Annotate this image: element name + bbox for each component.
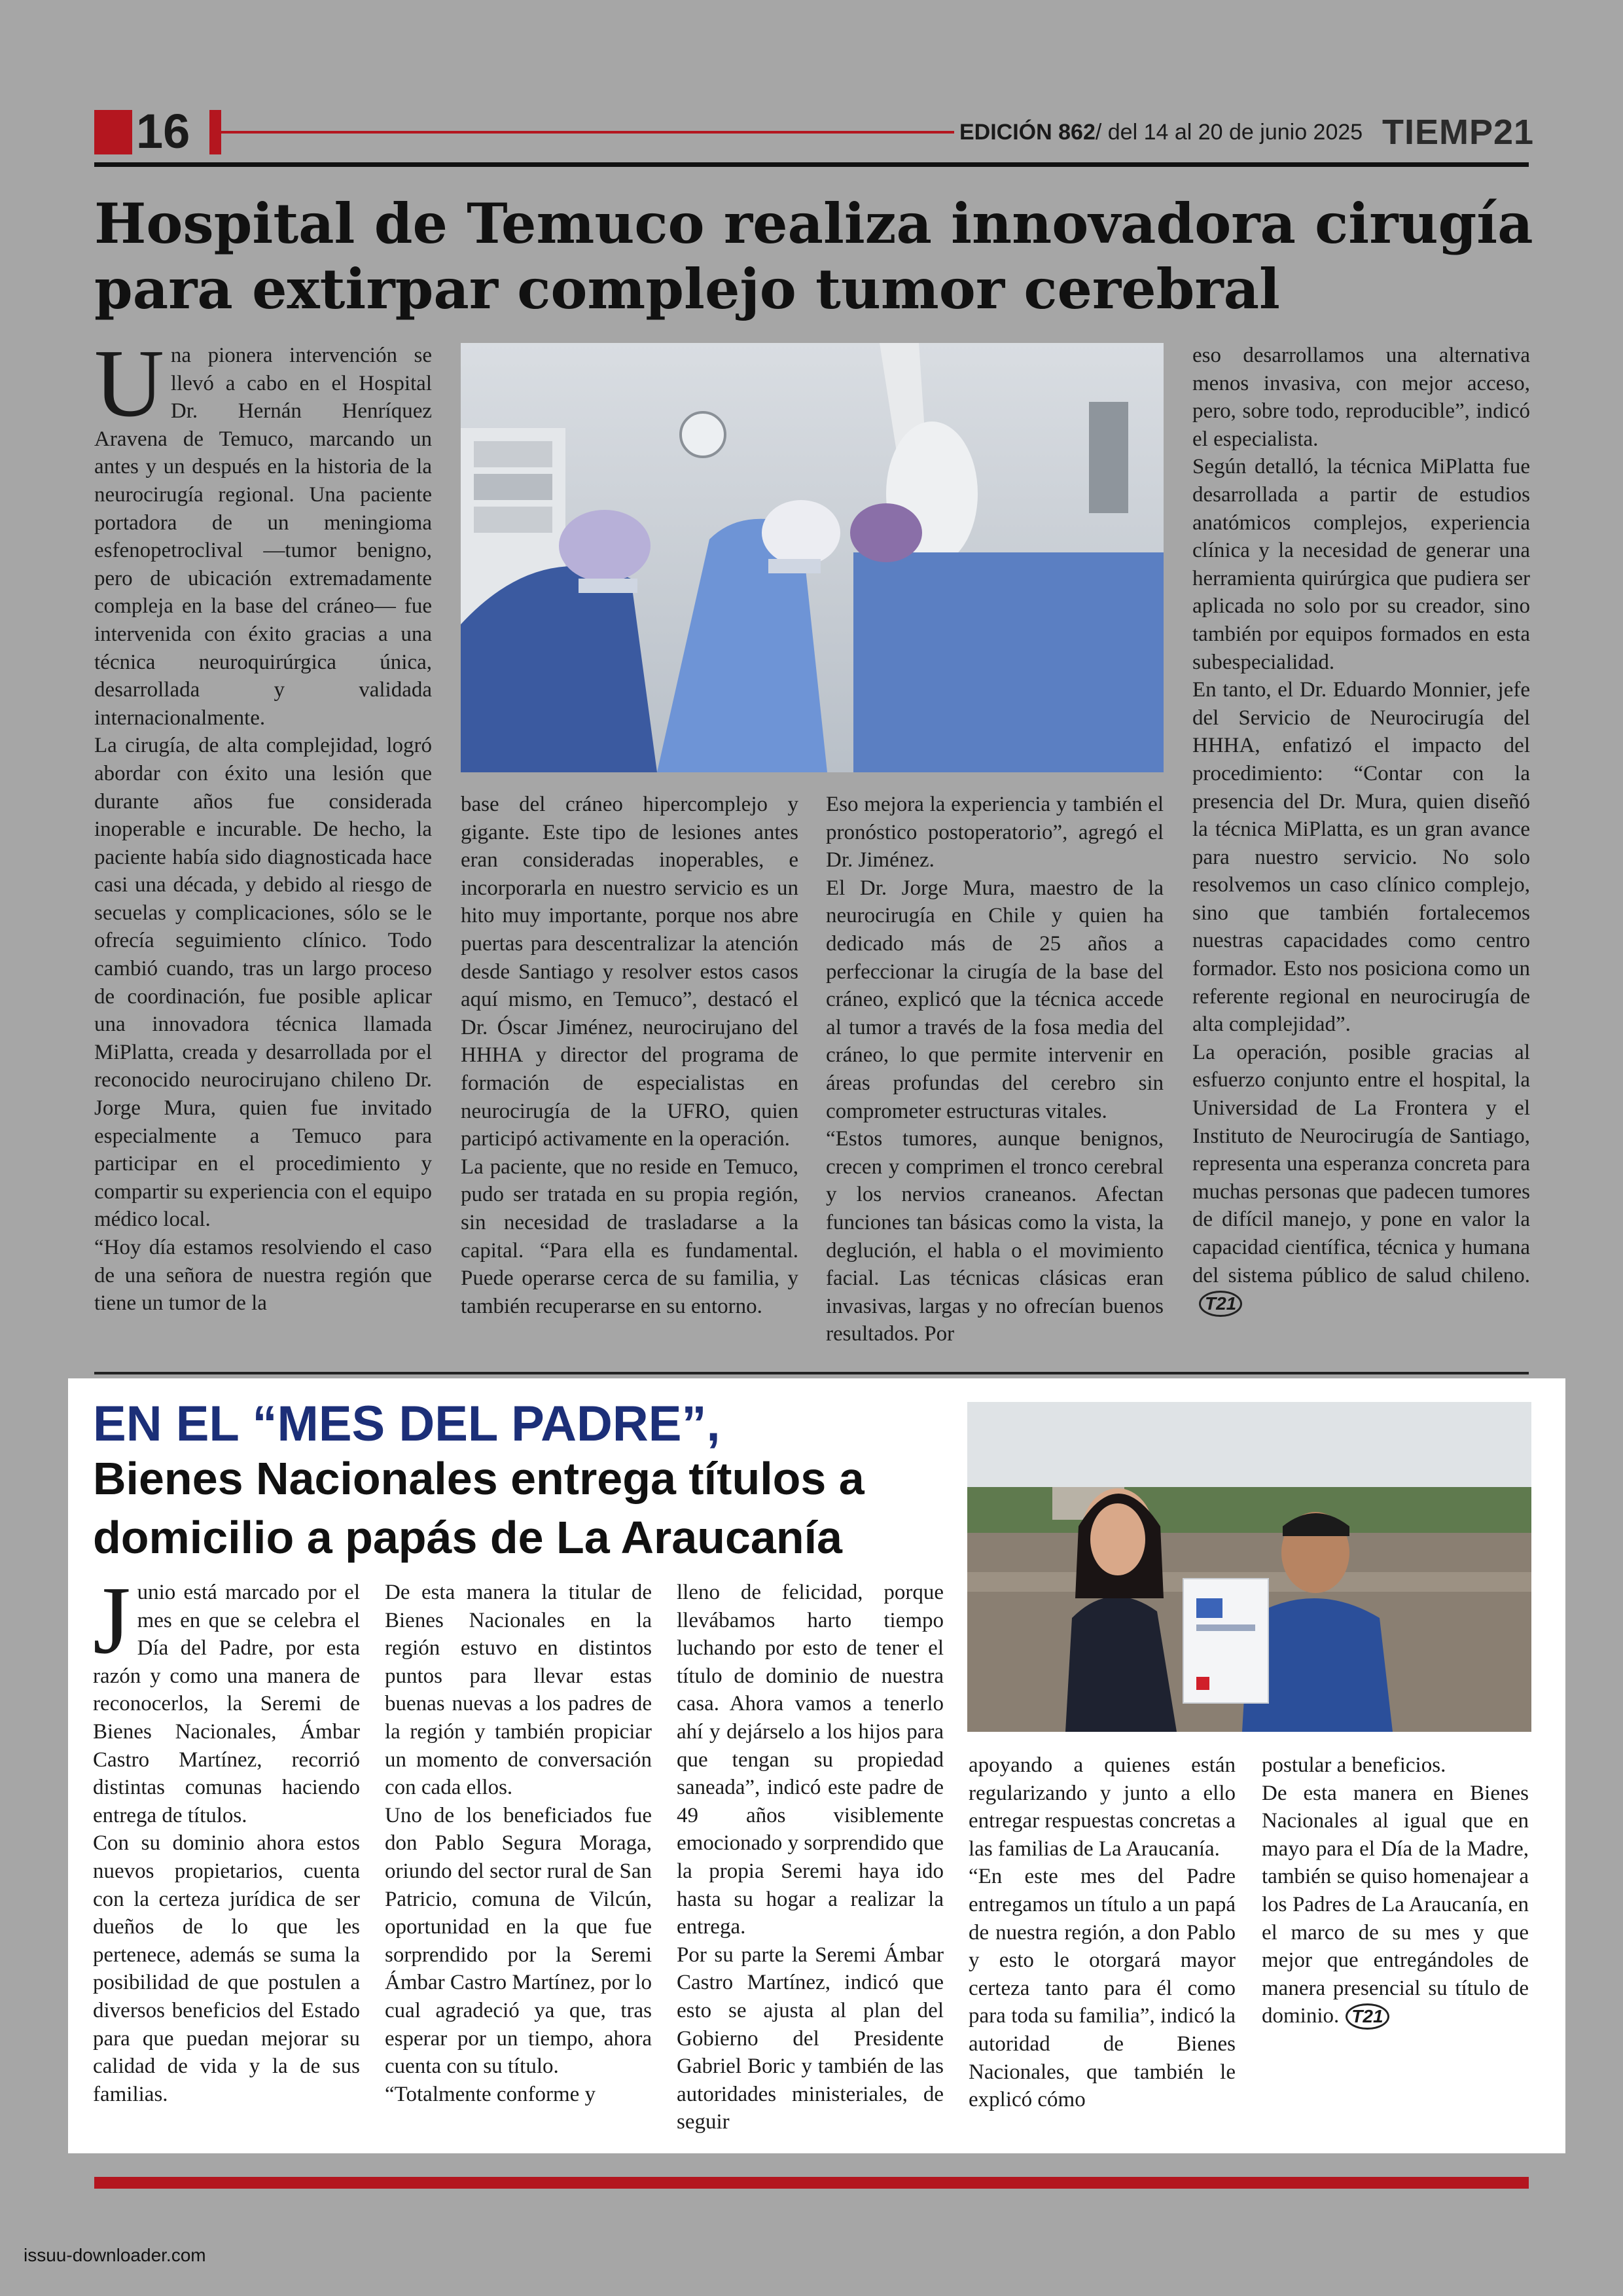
article2-paragraph: Por su parte la Seremi Ámbar Castro Martínez, indicó que esto se ajusta al plan del Gobierno del Presidente Gabriel Boric y también de las autoridades ministeriales, de seguir: [677, 1943, 944, 2134]
surgery-photo: [461, 343, 1164, 772]
article-end-mark: T21: [1346, 2003, 1389, 2030]
article2-paragraph: [1262, 1780, 1529, 2030]
page-number-marker: [94, 110, 132, 154]
edition-label: EDICIÓN 862: [959, 120, 1096, 145]
article1-paragraph: base del cráneo hipercomplejo y gigante. Este tipo de lesiones antes eran consideradas inoperables, e incorporarla en nuestro servicio es un hito muy importante, porque nos abre puertas para descentralizar la atención desde Santiago y resolver estos casos aquí mismo, en Temuco”, destacó el Dr. Óscar Jiménez, neurocirujano del HHHA y director del programa de formación de especialistas en neurocirugía de la UFRO, quien participó activamente en la operación.: [461, 793, 798, 1151]
header-bottom-rule: [94, 162, 1529, 167]
article2-paragraph: Con su dominio ahora estos nuevos propietarios, cuenta con la certeza jurídica de ser dueños de lo que les pertenece, además se suma la posibilidad de que postulen a diversos beneficios del Estado para que puedan mejorar su calidad de vida y la de sus familias.: [93, 1831, 360, 2106]
article2-column-4: [969, 1751, 1236, 2114]
header-rule: [221, 131, 954, 134]
title-delivery-photo: [967, 1402, 1531, 1732]
article2-headline: Bienes Nacionales entrega títulos a domicilio a papás de La Araucanía: [93, 1453, 865, 1563]
article2-column-3: [677, 1579, 944, 2136]
article-divider: [94, 1372, 1529, 1374]
header-accent-bar: [209, 110, 221, 154]
article1-paragraph: Eso mejora la experiencia y también el pronóstico postoperatorio”, agregó el Dr. Jiménez.: [826, 793, 1164, 872]
article2-column-1: [93, 1567, 360, 2108]
article-end-mark: T21: [1199, 1291, 1242, 1317]
article1-paragraph: La cirugía, de alta complejidad, logró abordar con éxito una lesión que durante años fue considerada inoperable e incurable. De hecho, la paciente había sido diagnosticada hace casi una década, y debido al riesgo de secuelas y complicaciones, sólo se le ofrecía seguimiento clínico. Todo cambió cuando, tras un largo proceso de coordinación, fue posible aplicar una innovadora técnica llamada MiPlatta, creada y desarrollada por el reconocido neurocirujano chileno Dr. Jorge Mura, quien fue invitado especialmente a Temuco para participar en el procedimiento y compartir su experiencia con el equipo médico local.: [94, 734, 432, 1232]
article2-paragraph: “En este mes del Padre entregamos un título a un papá de nuestra región, a don Pablo y esto le otorgará mayor certeza tanto para él como para toda su familia”, indicó la autoridad de Bienes Nacionales, que también le explicó cómo: [969, 1865, 1236, 2112]
article2-column-5: [1262, 1751, 1529, 2030]
article2-paragraph: postular a beneficios.: [1262, 1753, 1446, 1777]
article2-paragraph: apoyando a quienes están regularizando y junto a ello entregar respuestas concretas a las familias de La Araucanía.: [969, 1753, 1236, 1861]
article1-column-2: [461, 791, 798, 1320]
article1-dropcap: U: [94, 330, 164, 437]
article1-paragraph: [1192, 1039, 1530, 1318]
title-delivery-photo-illustration: [967, 1402, 1531, 1732]
article1-column-1: [94, 330, 432, 1318]
source-watermark: issuu-downloader.com: [24, 2245, 206, 2265]
article2-column-2: [385, 1579, 652, 2108]
article1-paragraph: En tanto, el Dr. Eduardo Monnier, jefe del Servicio de Neurocirugía del HHHA, enfatizó el impacto del procedimiento: “Contar con la presencia del Dr. Mura, quien diseñó la técnica MiPlatta, es un gran avance para nuestro servicio. No solo resolvemos un caso clínico complejo, sino que también fortalecemos nuestras capacidades como centro formador. Esto nos posiciona como un referente regional en neurocirugía de alta complejidad”.: [1192, 678, 1530, 1037]
article2-kicker: EN EL “MES DEL PADRE”,: [93, 1396, 721, 1452]
article1-last-paragraph: La operación, posible gracias al esfuerzo conjunto entre el hospital, la Universidad de La Frontera y el Instituto de Neurocirugía de Santiago, representa una esperanza concreta para muchas personas que padecen tumores de difícil manejo, y pone en valor la capacidad científica, técnica y humana del sistema público de salud chileno.: [1192, 1040, 1530, 1287]
article1-paragraph: eso desarrollamos una alternativa menos invasiva, con mejor acceso, pero, sobre todo, reproducible”, indicó el especialista.: [1192, 344, 1530, 451]
article1-paragraph: El Dr. Jorge Mura, maestro de la neurocirugía en Chile y quien ha dedicado más de 25 años a perfeccionar la cirugía de la base del cráneo, explicó que la técnica accede al tumor a través de la fosa media del cráneo, lo que permite intervenir en áreas profundas del cerebro sin comprometer estructuras vitales.: [826, 876, 1164, 1123]
article2-paragraph: “Totalmente conforme y: [385, 2082, 596, 2106]
article2-paragraph: unio está marcado por el mes en que se celebra el Día del Padre, por esta razón y como una manera de reconocerlos, la Seremi de Bienes Nacionales, Ámbar Castro Martínez, recorrió distintas comunas haciendo entrega de títulos.: [93, 1581, 360, 1827]
article1-paragraph: “Estos tumores, aunque benignos, crecen y comprimen el tronco cerebral y los nervios craneanos. Afectan funciones tan básicas como la vista, la deglución, el habla o el movimiento facial. Las técnicas clásicas eran invasivas, largas y no ofrecían buenos resultados. Por: [826, 1127, 1164, 1346]
page-number: 16: [136, 104, 190, 158]
article1-paragraph: na pionera intervención se llevó a cabo en el Hospital Dr. Hernán Henríquez Aravena de Temuco, marcando un antes y un después en la historia de la neurocirugía regional. Una paciente portadora de un meningioma esfenopetroclival —tumor benigno, pero de ubicación extremadamente compleja en la base del cráneo— fue intervenida con éxito gracias a una técnica neuroquirúrgica única, desarrollada y validada internacionalmente.: [94, 344, 432, 730]
article1-column-3: [826, 791, 1164, 1348]
edition-info: [959, 115, 1363, 149]
page-bottom-bar: [94, 2177, 1529, 2189]
edition-dates: / del 14 al 20 de junio 2025: [1095, 120, 1363, 145]
newspaper-logo: TIEMP21: [1382, 113, 1535, 152]
article1-paragraph: La paciente, que no reside en Temuco, pudo ser tratada en su propia región, sin necesidad de trasladarse a la capital. “Para ella es fundamental. Puede operarse cerca de su familia, y también recuperarse en su entorno.: [461, 1155, 798, 1318]
article2-last-paragraph: De esta manera en Bienes Nacionales al igual que en mayo para el Día de la Madre, también se quiso homenajear a los Padres de La Araucanía, en el marco de su mes y que mejor que entregándoles de manera presencial su título de dominio.: [1262, 1781, 1529, 2028]
article2-dropcap: J: [93, 1567, 131, 1674]
article2-paragraph: lleno de felicidad, porque llevábamos harto tiempo luchando por esto de tener el título de dominio de nuestra casa. Ahora vamos a tenerlo ahí y dejárselo a los hijos para que tengan su propiedad saneada”, indicó este padre de 49 años visiblemente emocionado y sorprendido que la propia Seremi haya ido hasta su hogar a realizar la entrega.: [677, 1581, 944, 1939]
article1-column-4: [1192, 342, 1530, 1318]
article2-paragraph: De esta manera la titular de Bienes Nacionales en la región estuvo en distintos puntos para llevar estas buenas nuevas a los padres de la región y también propiciar un momento de conversación con cada ellos.: [385, 1581, 652, 1800]
article1-headline: Hospital de Temuco realiza innovadora cirugía para extirpar complejo tumor cerebral: [94, 191, 1533, 321]
article2-paragraph: Uno de los beneficiados fue don Pablo Segura Moraga, oriundo del sector rural de San Patricio, comuna de Vilcún, oportunidad en la que fue sorprendido por la Seremi Ámbar Castro Martínez, por lo cual agradeció ya que, tras esperar por un tiempo, ahora cuenta con su título.: [385, 1803, 652, 2079]
surgery-photo-illustration: [461, 343, 1164, 772]
article1-paragraph: Según detalló, la técnica MiPlatta fue desarrollada a partir de estudios anatómicos complejos, experiencia clínica y la necesidad de generar una herramienta quirúrgica que pudiera ser aplicada no solo por su creador, sino también por equipos formados en esta subespecialidad.: [1192, 455, 1530, 674]
article1-paragraph: “Hoy día estamos resolviendo el caso de una señora de nuestra región que tiene un tumor de la: [94, 1236, 432, 1316]
